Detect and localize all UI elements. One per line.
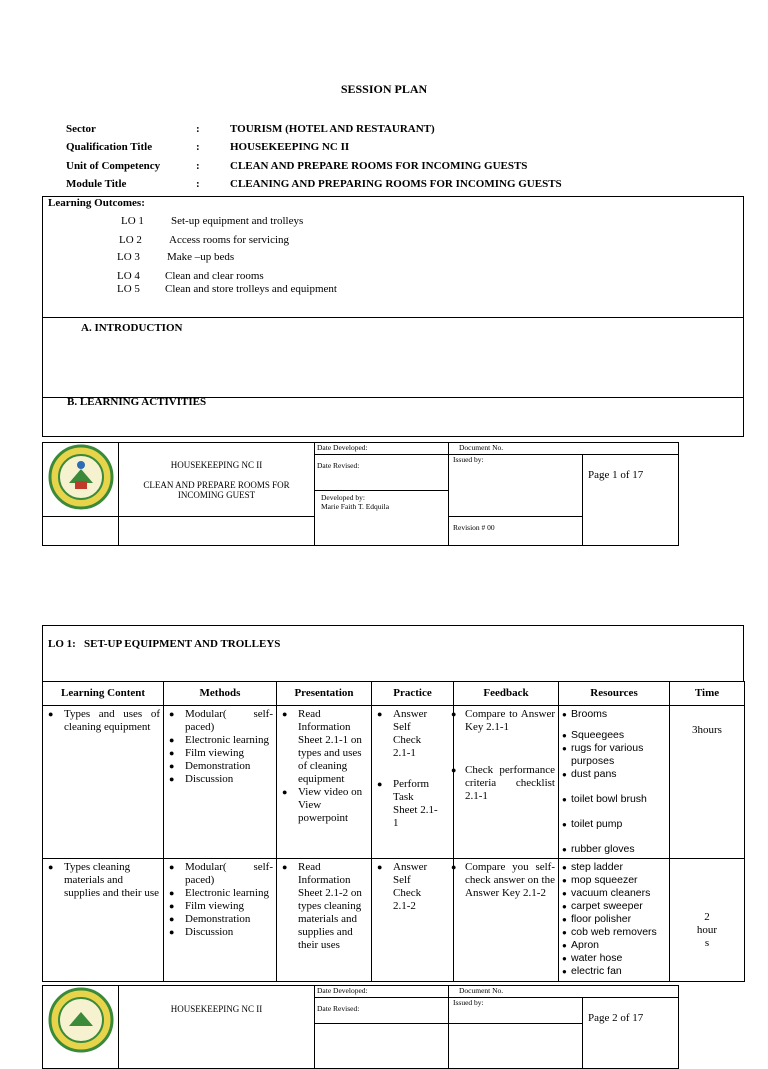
list-item: ● Electronic learning xyxy=(167,887,273,900)
list-item: ● floor polisher xyxy=(562,913,666,926)
footer-qualification: HOUSEKEEPING NC II xyxy=(170,1004,263,1014)
learning-activities-heading: B. LEARNING ACTIVITIES xyxy=(67,396,207,408)
list-item: ● electric fan xyxy=(562,965,666,978)
time-line: 2 xyxy=(704,911,710,923)
resources-cell xyxy=(559,859,670,982)
meta-value: TOURISM (HOTEL AND RESTAURANT) xyxy=(230,123,435,135)
time-line: hour xyxy=(696,924,718,936)
feedback-cell xyxy=(454,859,559,982)
outcome-text: Clean and store trolleys and equipment xyxy=(165,283,337,295)
column-header: Learning Content xyxy=(43,682,164,706)
list-item: ● Discussion xyxy=(167,773,273,786)
meta-value: HOUSEKEEPING NC II xyxy=(230,141,350,153)
meta-value: CLEAN AND PREPARE ROOMS FOR INCOMING GUESTS xyxy=(230,160,528,172)
meta-label: Qualification Title xyxy=(66,141,153,153)
list-item: ● Perform Task Sheet 2.1-1 xyxy=(375,778,450,830)
presentation-cell xyxy=(277,706,372,859)
list-item: ● Modular( self-paced) xyxy=(167,861,273,887)
footer-document-no: Document No. xyxy=(449,986,679,998)
list-item: ● Check performance criteria checklist 2.1-1 xyxy=(449,764,555,803)
outcome-code: LO 3 xyxy=(117,251,140,263)
seal-logo-icon xyxy=(47,986,115,1054)
column-header: Presentation xyxy=(277,682,372,706)
methods-cell xyxy=(164,859,277,982)
introduction-heading: A. INTRODUCTION xyxy=(81,322,183,334)
meta-colon: : xyxy=(196,123,200,135)
list-item: ● Types and uses of cleaning equipment xyxy=(46,708,160,734)
meta-label: Sector xyxy=(66,123,96,135)
list-item: ● Film viewing xyxy=(167,747,273,760)
resources-cell xyxy=(559,706,670,859)
outcome-code: LO 2 xyxy=(119,234,142,246)
outcome-item xyxy=(117,251,235,263)
list-item: ● rubber gloves xyxy=(562,843,666,856)
list-item: ● Demonstration xyxy=(167,913,273,926)
list-item: ● mop squeezer xyxy=(562,874,666,887)
page-footer xyxy=(42,442,679,546)
footer-module-line2: INCOMING GUEST xyxy=(177,489,256,500)
list-item: ● View video on View powerpoint xyxy=(280,786,368,825)
outcome-code: LO 1 xyxy=(121,215,144,227)
column-header: Methods xyxy=(164,682,277,706)
footer-spacer xyxy=(119,517,315,546)
list-item: ● Answer Self Check 2.1-1 xyxy=(375,708,450,760)
list-item: ● Compare to Answer Key 2.1-1 xyxy=(449,708,555,734)
list-item: ● Apron xyxy=(562,939,666,952)
list-item: ● Brooms xyxy=(562,708,666,721)
footer-developed-by: Developed by: Marie Faith T. Edquila xyxy=(315,491,449,546)
footer-document-no: Document No. xyxy=(449,443,679,455)
learning-content-cell xyxy=(43,859,164,982)
table-row xyxy=(43,706,745,859)
list-item: ● Compare you self-check answer on the Answer Key 2.1-2 xyxy=(449,861,555,900)
column-header: Feedback xyxy=(454,682,559,706)
footer-spacer xyxy=(449,1024,583,1069)
list-item: ● Read Information Sheet 2.1-1 on types and uses of cleaning equipment xyxy=(280,708,368,786)
meta-value: CLEANING AND PREPARING ROOMS FOR INCOMING GUESTS xyxy=(230,178,562,190)
time-cell xyxy=(670,859,745,982)
footer-date-revised: Date Revised: xyxy=(315,998,449,1024)
footer-page-number: Page 1 of 17 xyxy=(583,455,679,546)
list-item: ● rugs for various purposes xyxy=(562,742,666,768)
list-item: ● carpet sweeper xyxy=(562,900,666,913)
column-header: Practice xyxy=(372,682,454,706)
time-cell: 3hours xyxy=(670,706,745,859)
learning-content-cell xyxy=(43,706,164,859)
footer-module-line1: CLEAN AND PREPARE ROOMS FOR xyxy=(143,479,290,490)
outcome-text: Make –up beds xyxy=(167,251,235,263)
list-item: ● Discussion xyxy=(167,926,273,939)
table-row xyxy=(43,859,745,982)
learning-outcomes-box xyxy=(42,196,744,318)
outcome-text: Clean and clear rooms xyxy=(165,270,264,282)
lo1-activity-table xyxy=(42,681,745,982)
outcome-code: LO 5 xyxy=(117,283,140,295)
list-item: ● Answer Self Check 2.1-2 xyxy=(375,861,450,913)
outcome-item xyxy=(119,234,290,246)
list-item: ● dust pans xyxy=(562,768,666,781)
logo-cell xyxy=(43,986,119,1069)
list-item: ● Film viewing xyxy=(167,900,273,913)
lo1-heading-box xyxy=(42,625,744,682)
meta-colon: : xyxy=(196,141,200,153)
list-item: ● vacuum cleaners xyxy=(562,887,666,900)
learning-outcomes-label: Learning Outcomes: xyxy=(48,197,145,209)
footer-qualification: HOUSEKEEPING NC II xyxy=(170,459,263,470)
footer-spacer xyxy=(315,1024,449,1069)
column-header: Time xyxy=(670,682,745,706)
list-item: ● toilet pump xyxy=(562,818,666,831)
list-item: ● Modular( self-paced) xyxy=(167,708,273,734)
footer-title-cell xyxy=(119,443,315,517)
lo1-heading: LO 1: SET-UP EQUIPMENT AND TROLLEYS xyxy=(48,638,281,650)
outcome-item xyxy=(117,283,337,295)
practice-cell xyxy=(372,706,454,859)
outcome-item xyxy=(117,270,264,282)
list-item: ● Squeegees xyxy=(562,729,666,742)
footer-date-revised: Date Revised: xyxy=(315,455,449,491)
list-item: ● Demonstration xyxy=(167,760,273,773)
footer-date-developed: Date Developed: xyxy=(315,443,449,455)
meta-colon: : xyxy=(196,160,200,172)
list-item: ● step ladder xyxy=(562,861,666,874)
meta-colon: : xyxy=(196,178,200,190)
outcome-text: Set-up equipment and trolleys xyxy=(171,215,304,227)
footer-title-cell xyxy=(119,986,315,1069)
time-line: s xyxy=(704,937,710,949)
page-title: SESSION PLAN xyxy=(340,82,428,96)
logo-cell xyxy=(43,443,119,517)
list-item: ● Types cleaning materials and supplies and their use xyxy=(46,861,160,900)
presentation-cell xyxy=(277,859,372,982)
footer-issued-by: Issued by: xyxy=(449,455,583,517)
footer-revision: Revision # 00 xyxy=(449,517,583,546)
seal-logo-icon xyxy=(47,443,115,511)
list-item: ● water hose xyxy=(562,952,666,965)
footer-page-number: Page 2 of 17 xyxy=(583,998,679,1069)
practice-cell xyxy=(372,859,454,982)
meta-label: Module Title xyxy=(66,178,127,190)
feedback-cell xyxy=(454,706,559,859)
list-item: ● Electronic learning xyxy=(167,734,273,747)
footer-spacer xyxy=(43,517,119,546)
list-item: ● Read Information Sheet 2.1-2 on types cleaning materials and supplies and their uses xyxy=(280,861,368,952)
footer-date-developed: Date Developed: xyxy=(315,986,449,998)
meta-label: Unit of Competency xyxy=(66,160,161,172)
list-item: ● cob web removers xyxy=(562,926,666,939)
column-header: Resources xyxy=(559,682,670,706)
outcome-item xyxy=(121,215,304,227)
list-item: ● toilet bowl brush xyxy=(562,793,666,806)
outcome-text: Access rooms for servicing xyxy=(169,234,290,246)
methods-cell xyxy=(164,706,277,859)
page-footer xyxy=(42,985,679,1069)
outcome-code: LO 4 xyxy=(117,270,140,282)
footer-issued-by: Issued by: xyxy=(449,998,583,1024)
